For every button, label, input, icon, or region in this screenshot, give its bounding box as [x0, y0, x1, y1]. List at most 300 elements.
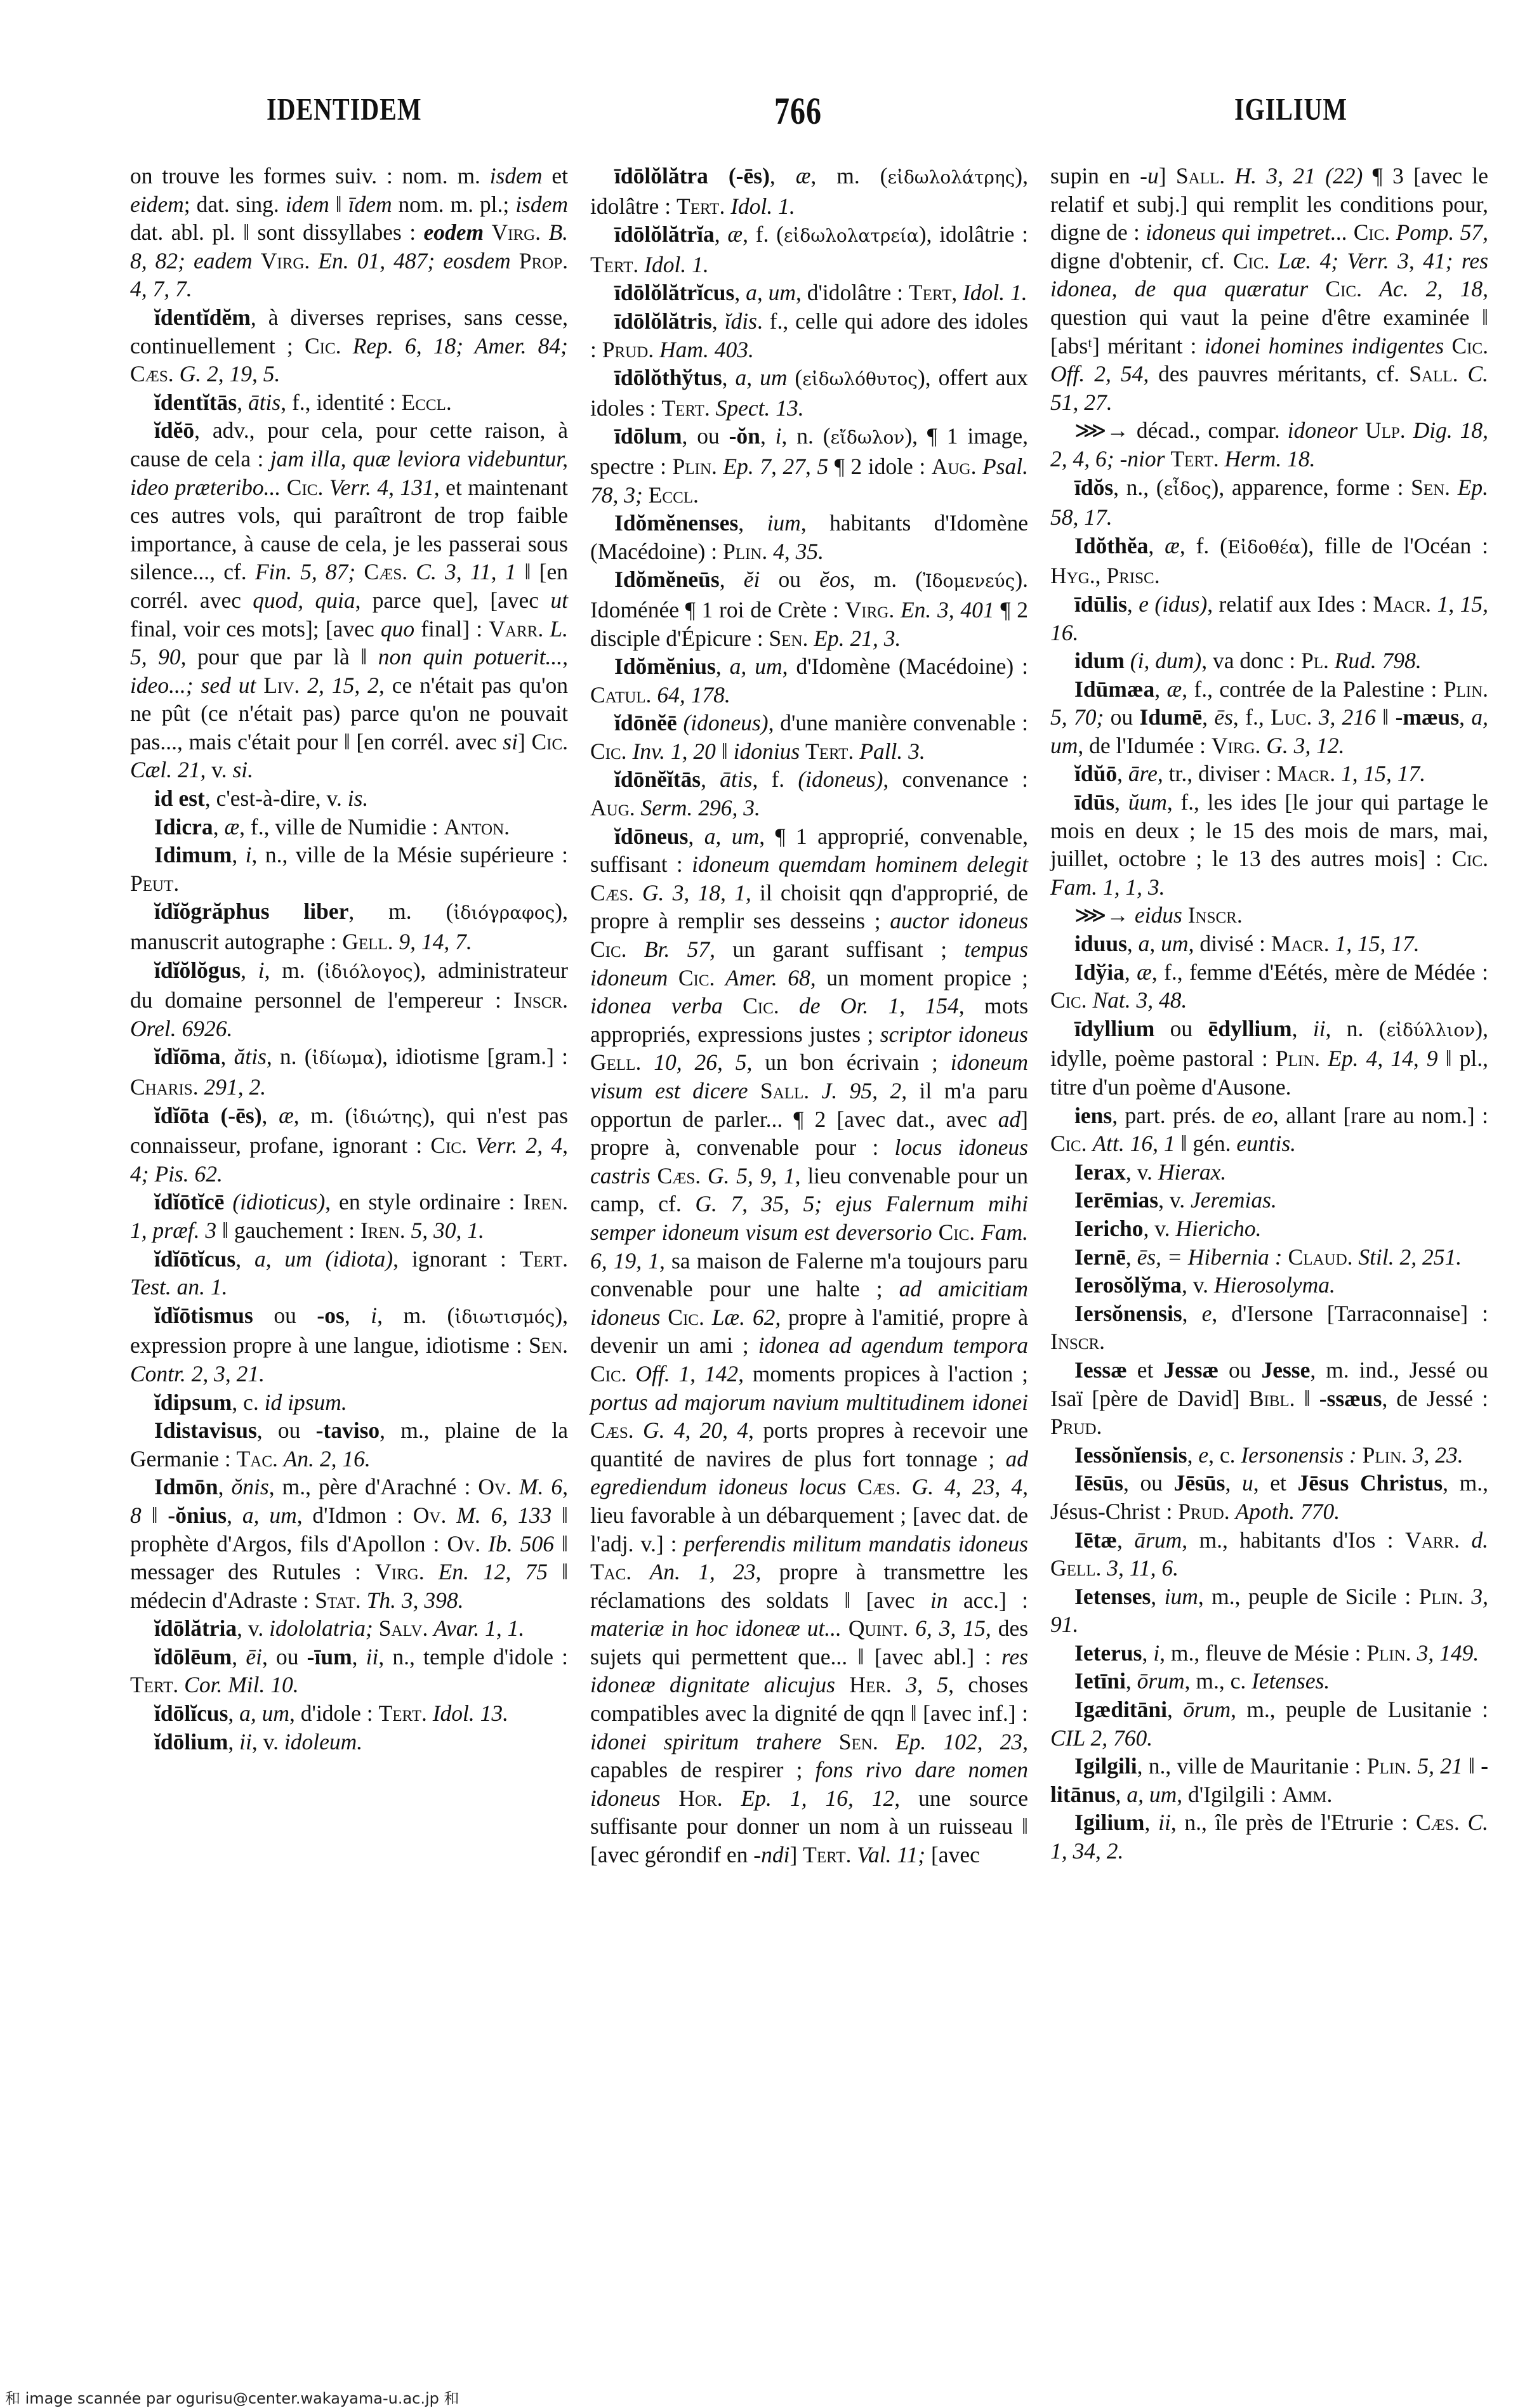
- headword: idum: [1074, 648, 1125, 674]
- dictionary-entry: Iēsūs, ou Jēsūs, u, et Jēsus Christus, m., Jésus-Christ : Prud. Apoth. 770.: [1050, 1470, 1489, 1524]
- italic-text: Att. 16, 1: [1092, 1131, 1175, 1157]
- author-abbrev: Cic.: [1451, 846, 1488, 872]
- italic-text: ātis: [248, 389, 281, 415]
- dictionary-entry: idum (i, dum), va donc : Pl. Rud. 798.: [1074, 648, 1422, 674]
- italic-text: a, um: [1138, 931, 1189, 957]
- author-abbrev: Cic.: [590, 738, 627, 764]
- author-abbrev: Her.: [849, 1672, 892, 1698]
- greek-etymon: ἰδίωμα: [312, 1048, 375, 1069]
- italic-text: idonei homines indigentes: [1204, 332, 1444, 359]
- author-abbrev: Sen.: [1411, 474, 1451, 500]
- headword: Iēsūs: [1074, 1470, 1123, 1496]
- dictionary-entry: ĭdentĭdĕm, à diverses reprises, sans cesse, continuellement ; Cic. Rep. 6, 18; Amer. 84; Cæs. G. 2, 19, 5.: [130, 304, 569, 387]
- author-abbrev: Prud.: [602, 336, 654, 362]
- italic-text: idonea verba: [590, 993, 723, 1019]
- author-abbrev: Ulp.: [1364, 418, 1406, 444]
- italic-text: perferendis militum mandatis idoneus: [684, 1530, 1029, 1556]
- author-abbrev: Tert.: [519, 1246, 568, 1272]
- italic-text: ĕos: [819, 567, 850, 593]
- italic-text: idem: [285, 191, 329, 217]
- italic-text: ĕi: [743, 567, 760, 593]
- dictionary-entry: Igilgili, n., ville de Mauritanie : Plin. 5, 21 ‖ -litānus, a, um, d'Igilgili : Amm.: [1050, 1753, 1489, 1807]
- dictionary-entry: īdyllium ou ēdyllium, ii, n. (εἰδύλλιον), idylle, poème pastoral : Plin. Ep. 4, 14, 9 ‖ pl., titre d'un poème d'Ausone.: [1050, 1015, 1488, 1100]
- italic-text: 5, 70;: [1050, 704, 1104, 730]
- author-abbrev: Tert.: [803, 1842, 852, 1868]
- italic-text: Amer. 68,: [725, 964, 816, 990]
- italic-text: Hiericho.: [1175, 1215, 1262, 1241]
- italic-text: īdem: [348, 191, 392, 217]
- headword: Idmōn: [154, 1474, 218, 1500]
- dictionary-entry: ĭdōlătria, v. idololatria; Salv. Avar. 1, 1.: [154, 1615, 525, 1642]
- headword: ĭdĭŏgrăphus liber: [154, 898, 349, 924]
- italic-text: Idol. 1.: [644, 251, 709, 277]
- dictionary-entry: Igæditāni, ōrum, m., peuple de Lusitanie : CIL 2, 760.: [1050, 1697, 1489, 1751]
- author-abbrev: Charis.: [130, 1074, 199, 1100]
- dictionary-entry: Idicra, æ, f., ville de Numidie : Anton.: [154, 813, 510, 839]
- italic-text: res idoneæ dignitate alicujus: [590, 1643, 1028, 1698]
- headword: iduus: [1074, 931, 1127, 957]
- headword: Idumē: [1139, 704, 1203, 730]
- italic-text: Apoth. 770.: [1235, 1498, 1340, 1524]
- italic-text: æ: [727, 221, 743, 247]
- greek-etymon: εἰδωλολάτρης: [887, 167, 1015, 188]
- italic-text: locus idoneus castris: [590, 1135, 1028, 1188]
- italic-text: G. 3, 18, 1,: [642, 879, 751, 905]
- dictionary-entry: īdūlis, e (idus), relatif aux Ides : Macr. 1, 15, 16.: [1050, 591, 1489, 645]
- headword: ĭdĭŏlŏgus: [154, 957, 241, 983]
- italic-text: ātis: [720, 766, 753, 793]
- italic-text: æ: [224, 813, 240, 839]
- author-abbrev: Liv.: [263, 672, 300, 698]
- author-abbrev: Virg.: [1211, 732, 1261, 758]
- author-abbrev: Cic.: [1050, 987, 1087, 1013]
- italic-text: 3, 5,: [906, 1672, 954, 1698]
- author-abbrev: Cic.: [286, 474, 324, 500]
- italic-text: Ib. 506: [488, 1530, 554, 1556]
- italic-text: Pomp. 57,: [1396, 220, 1489, 246]
- italic-text: G. 5, 9, 1,: [707, 1162, 801, 1188]
- author-abbrev: Claud.: [1288, 1244, 1353, 1270]
- italic-text: isdem: [515, 191, 569, 217]
- headword: īdyllium: [1074, 1015, 1155, 1041]
- italic-text: æ: [1137, 959, 1152, 985]
- dictionary-entry: Idŏthĕa, æ, f. (Εἰδοθέα), fille de l'Océan : Hyg., Prisc.: [1050, 532, 1488, 589]
- italic-text: Ep. 4, 14, 9: [1328, 1046, 1438, 1072]
- italic-text: ad: [998, 1106, 1021, 1132]
- italic-text: Verr. 4, 131,: [329, 474, 440, 500]
- italic-text: J. 95, 2,: [821, 1078, 908, 1103]
- author-abbrev: Plin.: [1275, 1046, 1321, 1072]
- author-abbrev: Anton.: [444, 813, 510, 839]
- italic-text: æ: [279, 1102, 294, 1128]
- dictionary-entry: ⋙→ décad., compar. idoneor Ulp. Dig. 18, 2, 4, 6; -nior Tert. Herm. 18.: [1050, 418, 1489, 471]
- italic-text: a, um (idiota): [254, 1246, 393, 1272]
- dictionary-entry: īdōlŏlătris, ĭdis. f., celle qui adore des idoles : Prud. Ham. 403.: [590, 308, 1028, 362]
- italic-text: de Or. 1, 154,: [799, 993, 965, 1019]
- author-abbrev: Gell.: [590, 1049, 642, 1076]
- headword: id est: [154, 786, 205, 812]
- italic-text: a, um: [729, 654, 783, 680]
- italic-text: Fin. 5, 87;: [254, 559, 356, 585]
- headword: Iericho: [1074, 1215, 1144, 1241]
- italic-text: idoneor: [1287, 418, 1358, 444]
- author-abbrev: Plin.: [1362, 1442, 1407, 1468]
- italic-text: ĭdis: [724, 308, 757, 334]
- italic-text: idoneum quemdam hominem delegit: [692, 852, 1028, 878]
- author-abbrev: Virg.: [260, 247, 310, 273]
- dictionary-entry: ĭdipsum, c. id ipsum.: [154, 1389, 347, 1415]
- author-abbrev: Cic.: [590, 1360, 627, 1386]
- italic-text: Cor. Mil. 10.: [184, 1672, 299, 1698]
- dictionary-entry: iduus, a, um, divisé : Macr. 1, 15, 17.: [1074, 931, 1420, 957]
- author-abbrev: Varr.: [489, 615, 544, 641]
- scan-credit: 和 image scannée par ogurisu@center.wakayama-u.ac.jp 和: [5, 2390, 459, 2407]
- headword: ĭdipsum: [154, 1389, 232, 1415]
- italic-text: M. 6, 8: [130, 1474, 569, 1528]
- greek-etymon: Ἰδομενεύς: [923, 570, 1015, 592]
- italic-text: scriptor idoneus: [880, 1021, 1028, 1047]
- author-abbrev: Inscr.: [1187, 902, 1243, 928]
- italic-text: a, um: [242, 1502, 297, 1528]
- italic-text: Ep. 21, 3.: [814, 625, 901, 651]
- dictionary-entry: supin en -u] Sall. H. 3, 21 (22) ¶ 3 [avec le relatif et subj.] qui remplit les conditions pour, digne de : idoneus qui impetret... Cic. Pomp. 57, digne d'obtenir, cf. Cic. Læ. 4; Verr. 3, 41; res idonea, de qua quæratur Cic. Ac. 2, 18, question qui vaut la peine d'être examinée ‖ [absᵗ] méritant : idonei homines indigentes Cic. Off. 2, 54, des pauvres méritants, cf. Sall. C. 51, 27.: [1050, 163, 1489, 415]
- dictionary-entry: Idŏmĕneūs, ĕi ou ĕos, m. (Ἰδομενεύς). Idoménée ¶ 1 roi de Crète : Virg. En. 3, 401 ¶ 2 disciple d'Épicure : Sen. Ep. 21, 3.: [590, 567, 1029, 651]
- italic-text: ēi: [246, 1643, 262, 1669]
- italic-text: Verr. 2, 4, 4; Pis. 62.: [130, 1133, 569, 1187]
- author-abbrev: Plin.: [1443, 676, 1489, 702]
- headword: Iersŏnensis: [1074, 1300, 1182, 1326]
- italic-text: Test. an. 1.: [130, 1274, 228, 1300]
- italic-text: -u: [1140, 163, 1159, 188]
- dictionary-entry: Igilium, ii, n., île près de l'Etrurie : Cæs. C. 1, 34, 2.: [1050, 1810, 1488, 1864]
- author-abbrev: Plin.: [672, 453, 717, 479]
- author-abbrev: Sen.: [769, 625, 809, 651]
- author-abbrev: Ov.: [447, 1530, 481, 1556]
- italic-text: e: [1201, 1300, 1212, 1326]
- dictionary-entry: ĭdōneus, a, um, ¶ 1 approprié, convenable, suffisant : idoneum quemdam hominem delegit Cæs. G. 3, 18, 1, il choisit qqn d'approprié, de propre à remplir ses desseins ; auctor idoneus Cic. Br. 57, un garant suffisant ; tempus idoneum Cic. Amer. 68, un moment propice ; idonea verba Cic. de Or. 1, 154, mots appropriés, expressions justes ; scriptor idoneus Gell. 10, 26, 5, un bon écrivain ; idoneum visum est dicere Sall. J. 95, 2, il m'a paru opportun de parler... ¶ 2 [avec dat., avec ad] propre à, convenable pour : locus idoneus castris Cæs. G. 5, 9, 1, lieu convenable pour un camp, cf. G. 7, 35, 5; ejus Falernum mihi semper idoneum visum est deversorio Cic. Fam. 6, 19, 1, sa maison de Falerne m'a toujours paru convenable pour une halte ; ad amicitiam idoneus Cic. Læ. 62, propre à l'amitié, propre à devenir un ami ; idonea ad agendum tempora Cic. Off. 1, 142, moments propices à l'action ; portus ad majorum navium multitudinem idonei Cæs. G. 4, 20, 4, ports propres à recevoir une quantité de navires de plus fort tonnage ; ad egrediendum idoneus locus Cæs. G. 4, 23, 4, lieu favorable à un débarquement ; [avec dat. de l'adj. v.] : perferendis militum mandatis idoneus Tac. An. 1, 23, propre à transmettre les réclamations des soldats ‖ [avec in acc.] : materiæ in hoc idoneæ ut... Quint. 6, 3, 15, des sujets qui permettent que... ‖ [avec abl.] : res idoneæ dignitate alicujus Her. 3, 5, choses compatibles avec la dignité de qqn ‖ [avec inf.] : idonei spiritum trahere Sen. Ep. 102, 23, capables de respirer ; fons rivo dare nomen idoneus Hor. Ep. 1, 16, 12, une source suffisante pour donner un nom à un ruisseau ‖ [avec gérondif en -ndi] Tert. Val. 11; [avec: [590, 823, 1029, 1868]
- italic-text: Iersonensis :: [1241, 1442, 1357, 1468]
- italic-text: jam illa, quæ leviora videbuntur, ideo præteribo...: [130, 445, 568, 500]
- column-3: [1050, 162, 1488, 1865]
- dictionary-entry: Iessæ et Jessæ ou Jesse, m. ind., Jessé ou Isaï [père de David] Bibl. ‖ -ssæus, de Jessé : Prud.: [1050, 1357, 1489, 1440]
- author-abbrev: Tac.: [590, 1559, 632, 1585]
- author-abbrev: Aug.: [590, 795, 635, 821]
- italic-text: L. 5, 90,: [130, 615, 568, 670]
- italic-text: ii: [366, 1643, 379, 1669]
- italic-text: Serm. 296, 3.: [640, 795, 760, 821]
- italic-text: ēs, = Hibernia :: [1137, 1244, 1283, 1270]
- dictionary-entry: Iessŏnĭensis, e, c. Iersonensis : Plin. 3, 23.: [1074, 1442, 1463, 1468]
- headword: Idŏmĕneūs: [614, 567, 720, 593]
- author-abbrev: Tert,: [908, 280, 958, 306]
- headword: -ŏnius: [168, 1502, 227, 1528]
- dictionary-entry: Iersŏnensis, e, d'Iersone [Tarraconnaise] : Inscr.: [1050, 1300, 1489, 1355]
- author-abbrev: Sall.: [760, 1078, 810, 1103]
- headword: Idŏmĕnenses: [614, 510, 739, 536]
- headword: Ietīni: [1074, 1668, 1126, 1694]
- italic-text: Psal. 78, 3;: [590, 453, 1029, 508]
- author-abbrev: Varr.: [1405, 1527, 1460, 1553]
- author-abbrev: Tert.: [1170, 445, 1219, 471]
- headword: ĭdōnĕē: [614, 710, 677, 736]
- author-abbrev: Pl.: [1300, 648, 1329, 674]
- italic-text: H. 3, 21 (22): [1234, 163, 1363, 188]
- italic-text: æ: [795, 163, 811, 188]
- dictionary-entry: ĭdĭŏlŏgus, i, m. (ἰδιόλογος), administrateur du domaine personnel de l'empereur : Inscr. Orel. 6926.: [130, 957, 568, 1041]
- dictionary-entry: Ietenses, ium, m., peuple de Sicile : Plin. 3, 91.: [1050, 1583, 1488, 1638]
- author-abbrev: Cic.: [938, 1219, 975, 1245]
- italic-text: āre: [1128, 761, 1158, 787]
- headword: Igæditāni: [1074, 1697, 1167, 1723]
- italic-text: Ietenses.: [1252, 1668, 1330, 1694]
- italic-text: a, um: [746, 280, 796, 306]
- author-abbrev: Gell.: [1050, 1555, 1102, 1581]
- author-abbrev: Iren.: [523, 1189, 568, 1215]
- italic-text: C. 51, 27.: [1050, 361, 1489, 415]
- author-abbrev: Prop.: [519, 247, 569, 273]
- author-abbrev: Macr.: [1271, 931, 1330, 957]
- italic-text: idonius: [733, 738, 800, 764]
- author-abbrev: Prud.: [1050, 1414, 1102, 1440]
- author-abbrev: Peut.: [130, 870, 180, 896]
- italic-text: idoneus qui impetret...: [1146, 220, 1348, 246]
- headword: Iētæ: [1074, 1527, 1118, 1553]
- italic-text: ŭum: [1128, 789, 1167, 815]
- headword: īdōlŏlătris: [614, 308, 712, 334]
- italic-text: eidus: [1134, 902, 1182, 928]
- italic-text: Læ. 62,: [711, 1304, 781, 1330]
- headword: ēdyllium: [1208, 1015, 1292, 1041]
- italic-text: (i, dum): [1130, 648, 1202, 674]
- italic-text: Orel. 6926.: [130, 1015, 233, 1041]
- author-abbrev: Sall.: [1409, 361, 1458, 387]
- author-abbrev: Cæs.: [590, 1418, 634, 1444]
- column-1: [130, 162, 568, 1756]
- headword: Idistavisus: [154, 1418, 257, 1444]
- italic-text: 3, 91.: [1050, 1583, 1488, 1638]
- author-abbrev: Inscr.: [513, 987, 568, 1013]
- author-abbrev: Cic.: [304, 332, 341, 359]
- author-abbrev: Cic.: [668, 1304, 704, 1330]
- author-abbrev: Cic.: [430, 1133, 467, 1159]
- author-abbrev: Plin.: [1366, 1753, 1412, 1779]
- author-abbrev: Cæs.: [590, 879, 634, 905]
- italic-text: Val. 11;: [857, 1842, 926, 1868]
- italic-text: 4, 7, 7.: [130, 276, 192, 302]
- italic-text: a, um: [704, 823, 760, 849]
- italic-text: C. 3, 11, 1: [416, 559, 517, 585]
- italic-text: a, um: [735, 365, 788, 391]
- greek-etymon: εἶδος: [1163, 478, 1212, 499]
- author-abbrev: Ov.: [413, 1502, 447, 1528]
- page-number: 766: [774, 90, 822, 133]
- headword: ĭdōlium: [154, 1728, 228, 1754]
- dictionary-entry: Idўia, æ, f., femme d'Eétés, mère de Médée : Cic. Nat. 3, 48.: [1050, 959, 1489, 1013]
- dictionary-entry: ĭdentĭtās, ātis, f., identité : Eccl.: [154, 389, 452, 415]
- headword: Iessŏnĭensis: [1074, 1442, 1187, 1468]
- author-abbrev: Cæs.: [364, 559, 408, 585]
- italic-text: En. 12, 75: [438, 1559, 548, 1585]
- italic-text: Hierosolyma.: [1213, 1272, 1335, 1298]
- headword: Idŏmĕnius: [614, 654, 716, 680]
- italic-text: fons rivo dare nomen idoneus: [590, 1757, 1028, 1811]
- italic-text: Ep. 1, 16, 12,: [741, 1785, 901, 1811]
- dictionary-entry: Idŏmĕnenses, ium, habitants d'Idomène (Macédoine) : Plin. 4, 35.: [590, 510, 1029, 564]
- author-abbrev: Cic.: [1451, 332, 1488, 359]
- italic-text: M. 6, 133: [456, 1502, 552, 1528]
- dictionary-entry: ĭdĕō, adv., pour cela, pour cette raison, à cause de cela : jam illa, quæ leviora videbuntur, ideo præteribo... Cic. Verr. 4, 131, et maintenant ces autres vols, qui paraîtront de trop faible importance, à cause de cela, je les passerai sous silence..., cf. Fin. 5, 87; Cæs. C. 3, 11, 1 ‖ [en corrél. avec quod, quia, parce que], [avec ut final, voir ces mots]; [avec quo final] : Varr. L. 5, 90, pour que par là ‖ non quin potuerit..., ideo...; sed ut Liv. 2, 15, 2, ce n'était pas qu'on ne pût (ce n'était pas) parce qu'on ne pouvait pas..., mais c'était pour ‖ [en corrél. avec si] Cic. Cæl. 21, v. si.: [130, 418, 569, 783]
- italic-text: -ndi: [753, 1842, 790, 1868]
- page-header: [0, 90, 1539, 133]
- italic-text: auctor idoneus: [890, 908, 1028, 934]
- italic-text: ārum: [1134, 1527, 1182, 1553]
- dictionary-entry: Idŏmĕnius, a, um, d'Idomène (Macédoine) : Catul. 64, 178.: [590, 654, 1029, 707]
- italic-text: quod, quia: [253, 587, 355, 613]
- author-abbrev: Cic.: [743, 993, 779, 1019]
- headword: Igilgili: [1074, 1753, 1137, 1779]
- headword: īdōlŏthўtus: [614, 365, 722, 391]
- author-abbrev: Sen.: [529, 1332, 568, 1359]
- italic-text: 3, 149.: [1417, 1640, 1479, 1666]
- greek-etymon: Εἰδοθέα: [1227, 536, 1301, 558]
- author-abbrev: Macr.: [1373, 591, 1432, 617]
- italic-text: G. 3, 12.: [1266, 732, 1345, 758]
- italic-text: Ham. 403.: [659, 336, 754, 362]
- author-abbrev: Gell.: [342, 929, 393, 955]
- italic-text: ōrum: [1183, 1697, 1231, 1723]
- headword: īdōlum: [614, 423, 682, 449]
- italic-text: G. 7, 35, 5; ejus Falernum mihi semper idoneum visum est deversorio: [590, 1191, 1028, 1245]
- headword: Ierosŏlўma: [1074, 1272, 1182, 1298]
- italic-text: ătis: [234, 1044, 267, 1070]
- author-abbrev: Cic.: [1353, 220, 1390, 246]
- italic-text: eodem: [423, 220, 484, 246]
- author-abbrev: Plin.: [1418, 1583, 1463, 1609]
- italic-text: e: [1198, 1442, 1209, 1468]
- headword: Idimum: [154, 842, 232, 868]
- italic-text: Ep. 102, 23,: [895, 1728, 1029, 1754]
- italic-text: ii: [1312, 1015, 1326, 1041]
- italic-text: Ep. 7, 27, 5: [723, 453, 829, 479]
- dictionary-entry: Ietīni, ōrum, m., c. Ietenses.: [1074, 1668, 1330, 1694]
- author-abbrev: Inscr.: [1050, 1329, 1106, 1355]
- italic-text: ēs: [1214, 704, 1233, 730]
- left-guideword: IDENTIDEM: [267, 91, 422, 127]
- author-abbrev: Cic.: [678, 964, 715, 990]
- italic-text: 10, 26, 5,: [654, 1049, 753, 1076]
- italic-text: a, um: [239, 1701, 290, 1727]
- greek-etymon: ἰδιόλογος: [324, 961, 413, 982]
- italic-text: 1, 15, 17.: [1340, 761, 1426, 787]
- italic-text: ad amicitiam idoneus: [590, 1276, 1028, 1330]
- author-abbrev: Bibl.: [1248, 1385, 1295, 1411]
- headword: Iernē: [1074, 1244, 1126, 1270]
- author-abbrev: Plin.: [722, 538, 768, 564]
- author-abbrev: Catul.: [590, 681, 652, 707]
- italic-text: Dig. 18, 2, 4, 6; -nior: [1050, 418, 1489, 471]
- italic-text: idololatria;: [269, 1615, 373, 1642]
- dictionary-entry: Iētæ, ārum, m., habitants d'Ios : Varr. d. Gell. 3, 11, 6.: [1050, 1527, 1489, 1581]
- italic-text: d.: [1471, 1527, 1489, 1553]
- author-abbrev: Stat.: [315, 1587, 361, 1613]
- headword: Jēsus Christus: [1297, 1470, 1443, 1496]
- dictionary-entry: Idistavisus, ou -taviso, m., plaine de la Germanie : Tac. An. 2, 16.: [130, 1418, 569, 1471]
- italic-text: i: [775, 423, 782, 449]
- author-abbrev: Macr.: [1277, 761, 1336, 787]
- italic-text: Idol. 13.: [432, 1701, 509, 1727]
- italic-text: i: [1153, 1640, 1160, 1666]
- italic-text: 3, 23.: [1412, 1442, 1463, 1468]
- headword: ĭdentĭdĕm: [154, 304, 251, 330]
- italic-text: a, um: [1050, 704, 1489, 758]
- italic-text: 4, 35.: [773, 538, 824, 564]
- italic-text: Herm. 18.: [1224, 445, 1316, 471]
- dictionary-entry: īdōlum, ou -ŏn, i, n. (εἴδωλον), ¶ 1 image, spectre : Plin. Ep. 7, 27, 5 ¶ 2 idole : Aug. Psal. 78, 3; Eccl.: [590, 423, 1029, 508]
- italic-text: G. 2, 19, 5.: [179, 361, 281, 387]
- author-abbrev: Cic.: [1050, 1131, 1087, 1157]
- headword: -īum: [307, 1643, 352, 1669]
- italic-text: 5, 30, 1.: [411, 1217, 484, 1243]
- italic-text: ad egrediendum idoneus locus: [590, 1445, 1028, 1500]
- headword: Ierax: [1074, 1159, 1126, 1185]
- italic-text: quo: [380, 615, 415, 641]
- italic-text: Rep. 6, 18; Amer. 84;: [352, 332, 569, 359]
- italic-text: in: [930, 1587, 948, 1613]
- headword: Idūmæa: [1074, 676, 1155, 702]
- right-guideword: IGILIUM: [1234, 91, 1348, 127]
- italic-text: En. 3, 401: [901, 596, 994, 622]
- author-abbrev: Luc.: [1271, 704, 1312, 730]
- italic-text: i: [258, 957, 265, 983]
- author-abbrev: Tert.: [590, 251, 639, 277]
- dictionary-entry: Idūmæa, æ, f., contrée de la Palestine : Plin. 5, 70; ou Idumē, ēs, f., Luc. 3, 216 ‖ -mæus, a, um, de l'Idumée : Virg. G. 3, 12.: [1050, 676, 1489, 758]
- italic-text: Pall. 3.: [859, 738, 925, 764]
- dictionary-entry: īdŏs, n., (εἶδος), apparence, forme : Sen. Ep. 58, 17.: [1050, 474, 1489, 530]
- headword: Idicra: [154, 813, 213, 839]
- headword: Idўia: [1074, 959, 1125, 985]
- headword: īdōlŏlătrĭcus: [614, 280, 735, 306]
- italic-text: 2, 15, 2,: [307, 672, 385, 698]
- italic-text: Fam. 1, 1, 3.: [1050, 874, 1165, 900]
- author-abbrev: Tac.: [236, 1445, 278, 1471]
- author-abbrev: Plin.: [1366, 1640, 1411, 1666]
- dictionary-entry: īdōlŏlătra (-ēs), æ, m. (εἰδωλολάτρης), idolâtre : Tert. Idol. 1.: [590, 163, 1028, 219]
- italic-text: a, um: [1126, 1781, 1177, 1807]
- italic-text: euntis.: [1236, 1131, 1297, 1157]
- author-abbrev: Eccl.: [401, 389, 452, 415]
- dictionary-entry: Idmōn, ŏnis, m., père d'Arachné : Ov. M. 6, 8 ‖ -ŏnius, a, um, d'Idmon : Ov. M. 6, 133 ‖ prophète d'Argos, fils d'Apollon : Ov. Ib. 506 ‖ messager des Rutules : Virg. En. 12, 75 ‖ médecin d'Adraste : Stat. Th. 3, 398.: [130, 1474, 569, 1613]
- italic-text: Off. 1, 142,: [635, 1360, 744, 1386]
- italic-text: 1, 15, 16.: [1050, 591, 1489, 645]
- italic-text: Off. 2, 54,: [1050, 361, 1149, 387]
- author-abbrev: Virg.: [845, 596, 895, 622]
- greek-etymon: ἰδιωτισμός: [454, 1306, 555, 1327]
- italic-text: 9, 14, 7.: [399, 929, 472, 955]
- greek-etymon: εἰδωλόθυτος: [802, 369, 918, 390]
- italic-text: portus ad majorum navium multitudinem idonei: [590, 1389, 1028, 1415]
- dictionary-entry: ĭdōnĕē (idoneus), d'une manière convenable : Cic. Inv. 1, 20 ‖ idonius Tert. Pall. 3.: [590, 710, 1028, 764]
- author-abbrev: Virg.: [491, 220, 541, 246]
- dictionary-entry: Iericho, v. Hiericho.: [1074, 1215, 1262, 1241]
- italic-text: ii: [1158, 1810, 1171, 1836]
- italic-text: Idol. 1.: [963, 280, 1027, 306]
- author-abbrev: Amm.: [1282, 1781, 1333, 1807]
- italic-text: ii: [239, 1728, 252, 1754]
- italic-text: ōrum: [1137, 1668, 1185, 1694]
- dictionary-entry: ⋙→ eidus Inscr.: [1074, 902, 1243, 928]
- dictionary-entry: īdōlŏlătrĭcus, a, um, d'idolâtre : Tert, Idol. 1.: [614, 280, 1027, 306]
- italic-text: materiæ in hoc idoneæ ut...: [590, 1615, 842, 1642]
